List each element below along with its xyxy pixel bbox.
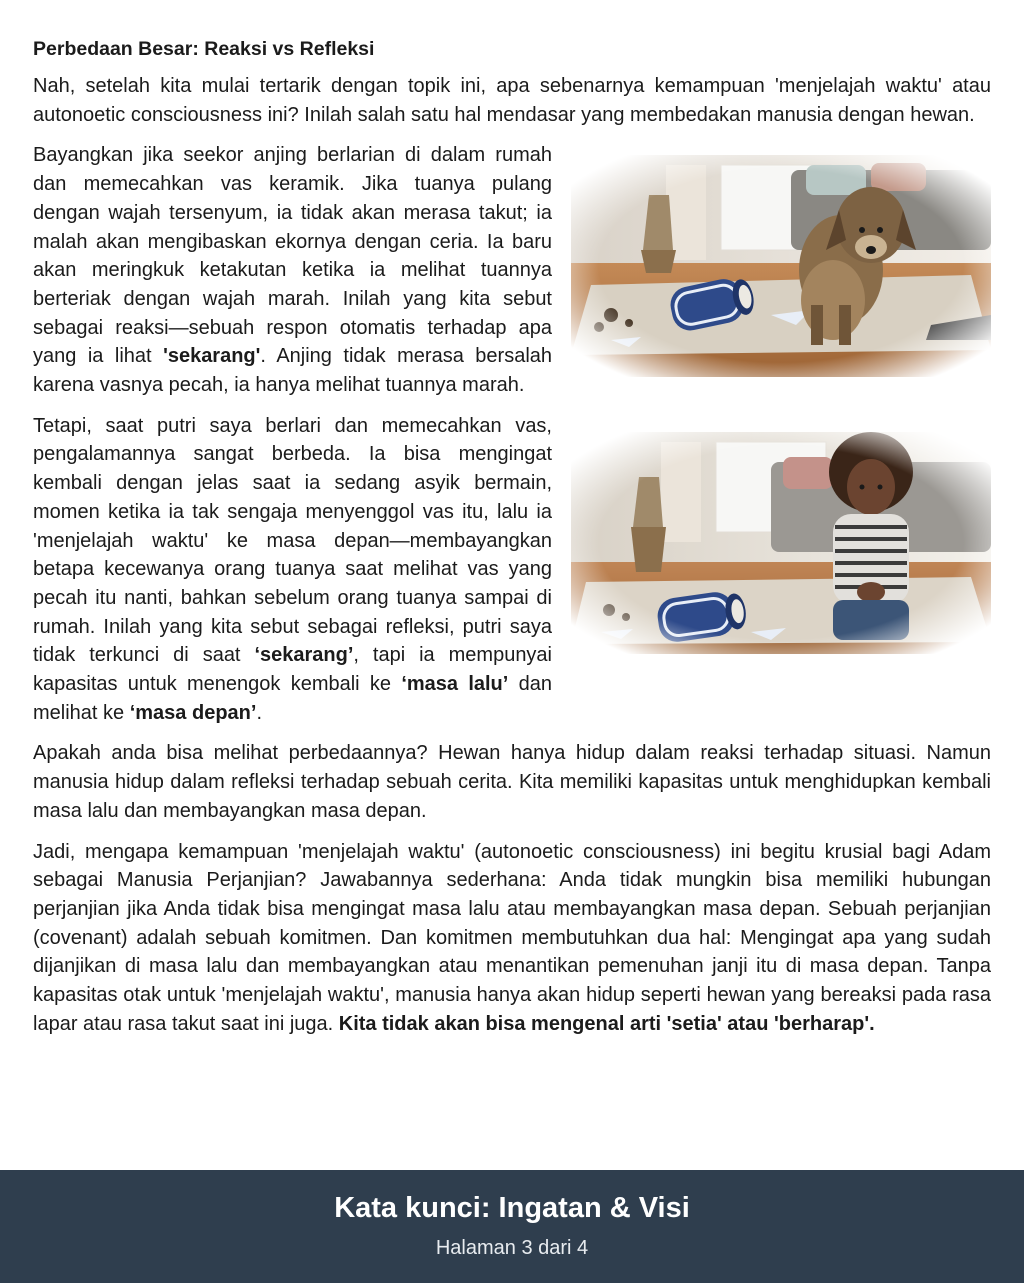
footer-keyword-title: Kata kunci: Ingatan & Visi: [334, 1192, 690, 1224]
dog-paragraph: [33, 141, 552, 399]
comparison-paragraph: Apakah anda bisa melihat perbedaannya? Hewan hanya hidup dalam reaksi terhadap situasi. Namun manusia hidup dalam refleksi terhadap sebuah cerita. Kita memiliki kapasitas untuk menghidupkan kembali masa lalu dan membayangkan masa depan.: [33, 742, 991, 822]
page-indicator: Halaman 3 dari 4: [435, 1237, 589, 1259]
conclusion-paragraph: [33, 838, 991, 1039]
child-text-3: dan melihat ke: [33, 673, 552, 724]
conclusion-text: Jadi, mengapa kemampuan 'menjelajah waktu' (autonoetic consciousness) ini begitu krusial bagi Adam sebagai Manusia Perjanjian? Jawabannya sederhana: Anda tidak mungkin bisa memiliki hubungan perjanjian jika Anda tidak bisa mengingat masa lalu atau membayangkan masa depan. Sebuah perjanjian (covenant) adalah sebuah komitmen. Dan komitmen membutuhkan dua hal: Mengingat apa yang sudah dijanjikan di masa lalu dan membayangkan atau menantikan pemenuhan janji itu di masa depan. Tanpa kapasitas otak untuk 'menjelajah waktu', manusia hanya akan hidup seperti hewan yang bereaksi pada rasa lapar atau rasa takut saat ini juga.: [33, 840, 991, 1035]
article: [33, 36, 991, 1051]
child-bold-past: ‘masa lalu’: [401, 673, 509, 696]
conclusion-bold: Kita tidak akan bisa mengenal arti 'setia' atau 'berharap'.: [338, 1012, 875, 1035]
dog-text-2: . Anjing tidak merasa bersalah karena vasnya pecah, ia hanya melihat tuannya marah.: [33, 345, 553, 397]
child-paragraph: [33, 412, 552, 728]
child-section: [33, 412, 991, 728]
intro-paragraph: Nah, setelah kita mulai tertarik dengan topik ini, apa sebenarnya kemampuan 'menjelajah waktu' atau autonoetic consciousness ini? Inilah salah satu hal mendasar yang membedakan manusia dengan hewan.: [33, 75, 991, 126]
child-bold-now: ‘sekarang’: [254, 644, 354, 667]
dog-section: [33, 141, 991, 399]
footer-banner: [0, 1170, 1024, 1283]
dog-bold-now: 'sekarang': [163, 345, 261, 368]
child-text-1: Tetapi, saat putri saya berlari dan memecahkan vas, pengalamannya sangat berbeda. Ia bisa mengingat kembali dengan jelas saat ia sedang asyik bermain, momen ketika ia tak sengaja menyenggol vas itu, lalu ia 'menjelajah waktu' ke masa depan—membayangkan betapa kecewanya orang tuanya saat melihat vas yang pecah itu nanti, bahkan sebelum orang tuanya sampai di rumah. Inilah yang kita sebut sebagai refleksi, putri saya tidak terkunci di saat: [33, 414, 552, 667]
child-bold-future: ‘masa depan’: [129, 701, 257, 724]
child-illustration: [571, 432, 991, 654]
child-text-4: .: [256, 701, 262, 724]
child-text-2: , tapi ia mempunyai kapasitas untuk menengok kembali ke: [33, 644, 553, 696]
dog-illustration: [571, 155, 991, 377]
section-heading: Perbedaan Besar: Reaksi vs Refleksi: [33, 38, 375, 60]
dog-text-1: Bayangkan jika seekor anjing berlarian di dalam rumah dan memecahkan vas keramik. Jika tuanya pulang dengan wajah tersenyum, ia tidak akan merasa takut; ia malah akan mengibaskan ekornya dengan ceria. Ia baru akan meringkuk ketakutan ketika ia melihat tuannya berteriak dengan wajah marah. Inilah yang kita sebut sebagai reaksi—sebuah respon otomatis terhadap apa yang ia lihat: [33, 144, 552, 368]
